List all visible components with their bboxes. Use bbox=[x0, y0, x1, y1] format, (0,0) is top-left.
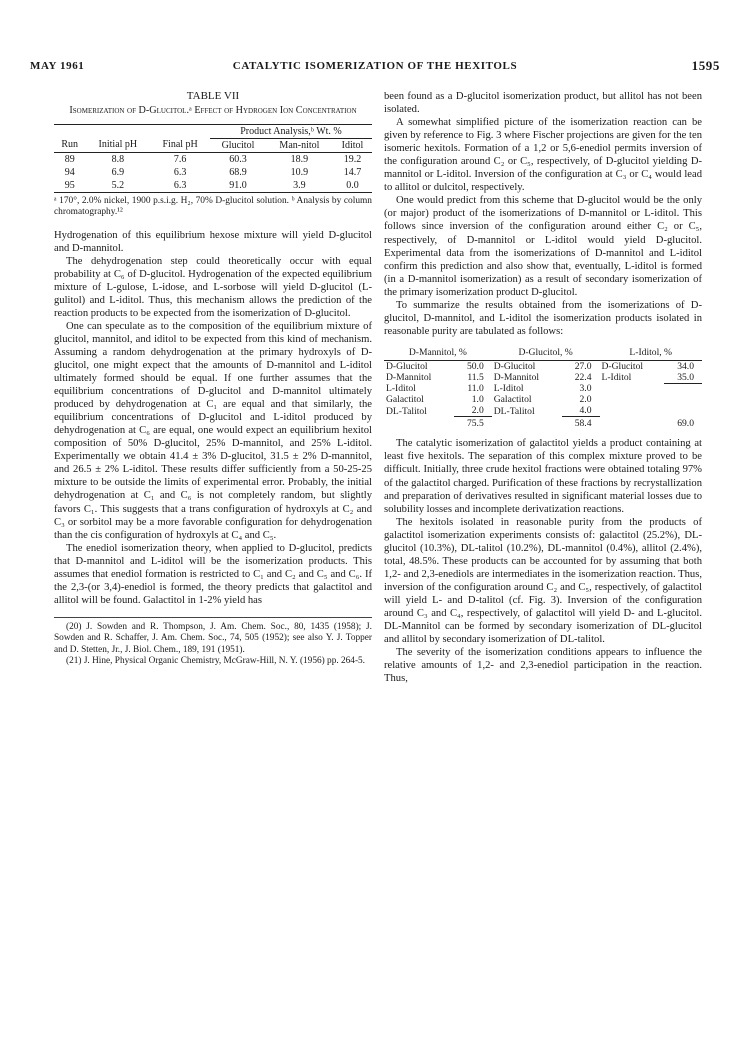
col-header-initial-ph: Initial pH bbox=[85, 138, 150, 152]
purity-header-mannitol: D-Mannitol, % bbox=[384, 346, 492, 361]
table-footnote-b: ᵇ Analysis by column chromatography.¹² bbox=[54, 195, 372, 218]
table-row: Galactitol 1.0 Galactitol 2.0 bbox=[386, 394, 592, 406]
table-footnotes bbox=[54, 196, 372, 219]
purity-table bbox=[384, 346, 702, 430]
total-mannitol: 75.5 bbox=[466, 418, 484, 430]
header-title: CATALYTIC ISOMERIZATION OF THE HEXITOLS bbox=[232, 60, 518, 72]
total-iditol: 69.0 bbox=[677, 418, 694, 430]
paragraph: The enediol isomerization theory, when applied to D-glucitol, predicts that D-mannitol and L-iditol will be the isomerization products. This assumes that enediol formation is restricted to C₁ and C₂ and C₅ and C₆. If the 2,3-(or 3,4)-enediol is formed, the theory predicts that galactitol and allitol will be found. Galactitol in 1-2% yield has bbox=[54, 542, 372, 606]
table-row: DL-Talitol 2.0 DL-Talitol 4.0 bbox=[384, 405, 702, 417]
table-row: L-Iditol 11.0 L-Iditol 3.0 bbox=[386, 383, 592, 395]
table-row: 89 8.8 7.6 60.3 18.9 19.2 bbox=[64, 153, 362, 165]
table-title: TABLE VII bbox=[186, 90, 240, 102]
paragraph: The hexitols isolated in reasonable purity from the products of galactitol isomerization experiments consists of: galactitol (25.2%), DL-glucitol (10.3%), DL-talitol (10.2%), DL-mannitol (0.4%), allitol (2.4%), total, 48.5%. These products can be accounted for by assuming that both 1,2- and 2,3-enediols are intermediates in the isomerization reaction. Thus, inversion of the configuration around C₂ and C₅, respectively, of galactitol will yield L- and D-talitol (cf. Fig. 3). Inversion of the configuration around C₃ and C₄, respectively, of galactitol will yield D- and L-glucitol. DL-Mannitol can be formed by secondary isomerization of DL-glucitol and allitol by secondary isomerization of DL-talitol. bbox=[384, 516, 702, 646]
paragraph: One can speculate as to the composition of the equilibrium mixture of glucitol, mannitol, and iditol to be expected from this kind of mechanism. Assuming a random dehydrogenation at the primary hydroxyls of D-glucitol, one might expect that the amounts of D-mannitol and L-iditol ultimately formed should be equal. If one further assumes that the equilibrium concentrations of D-glucitol and D-mannitol ultimately produced by dehydrogenation at C₁ are equal and that similarly, the equilibrium concentrations of D-glucitol and L-iditol produced by dehydrogenation at C₆ are equal, one would expect an equilibrium hexitol composition of 50% D-glucitol, 25% D-mannitol, and 25% L-iditol. Experimentally we obtain 41.4 ± 3% D-glucitol, 31.5 ± 2% D-mannitol, and 26.5 ± 2% L-iditol. These results differ sufficiently from a 50-25-25 mixture to be outside the limits of experimental error. Probably, the initial dehydrogenation at C₁ and C₆ is not completely random, but slightly favors C₁. This suggests that a trans configuration of hydroxyls at C₂ and C₃ or sorbitol may be a more favorable configuration for dehydrogenation than the cis configuration of hydroxyls at C₄ and C₅. bbox=[54, 320, 372, 541]
footnote-21: (21) J. Hine, Physical Organic Chemistry, McGraw-Hill, N. Y. (1956) pp. 264-5. bbox=[66, 655, 366, 666]
paragraph: Hydrogenation of this equilibrium hexose mixture will yield D-glucitol and D-mannitol. bbox=[54, 229, 372, 254]
table-row: 94 6.9 6.3 68.9 10.9 14.7 bbox=[64, 166, 362, 178]
col-header-iditol: Iditol bbox=[333, 138, 372, 152]
page-number: 1595 bbox=[691, 58, 720, 73]
footnotes bbox=[54, 617, 372, 667]
table-vii bbox=[54, 124, 372, 193]
table-footnote-a: ᵃ 170°, 2.0% nickel, 1900 p.s.i.g. H₂, 70% D-glucitol solution. bbox=[54, 195, 290, 206]
col-header-run: Run bbox=[54, 138, 85, 152]
table-row: D-Mannitol 11.5 D-Mannitol 22.4 L-Iditol 35.0 bbox=[384, 372, 702, 384]
paragraph: One would predict from this scheme that D-glucitol would be the only (or major) product of the isomerizations of D-mannitol or L-iditol. This follows since inversion of the configuration around either C₂ or C₅, respectively, of D-mannitol or L-iditol would yield D-glucitol. Experimental data from the isomerizations of D-mannitol and L-iditol confirm this prediction and also show that, eventually, L-iditol is formed (in a D-mannitol isomerization) as a result of secondary isomerization of the primary isomerization product D-glucitol. bbox=[384, 195, 702, 298]
total-glucitol: 58.4 bbox=[574, 418, 592, 430]
left-column bbox=[54, 90, 372, 667]
footnote-20: (20) J. Sowden and R. Thompson, J. Am. Chem. Soc., 80, 1435 (1958); J. Sowden and R. Schaffer, J. Am. Chem. Soc., 74, 505 (1952); see also Y. J. Topper and D. Stetten, Jr., J. Biol. Chem., 189, 191 (1951). bbox=[54, 621, 372, 655]
totals-row bbox=[384, 417, 702, 430]
paragraph: The severity of the isomerization conditions appears to influence the relative amounts of 1,2- and 2,3-enediol participation in the reaction. Thus, bbox=[384, 647, 702, 685]
group-header: Product Analysis,ᵇ Wt. % bbox=[210, 124, 372, 138]
right-column bbox=[384, 90, 702, 685]
paragraph: The dehydrogenation step could theoretically occur with equal probability at C₆ of D-glucitol. Hydrogenation of the expected equilibrium mixture of L-gulose, L-idose, and L-sorbose will yield D-glucitol (L-gulitol) and L-iditol. Thus, this mechanism allows the prediction of the reaction products to be expected from the isomerization of D-glucitol. bbox=[54, 255, 372, 319]
table-caption: Isomerization of D-Glucitol.ᵃ Effect of Hydrogen Ion Concentration bbox=[69, 105, 357, 117]
running-header bbox=[30, 60, 720, 76]
col-header-final-ph: Final pH bbox=[150, 138, 210, 152]
purity-header-glucitol: D-Glucitol, % bbox=[492, 346, 600, 361]
paragraph: been found as a D-glucitol isomerization product, but allitol has not been isolated. bbox=[384, 91, 702, 116]
col-header-glucitol: Glucitol bbox=[210, 138, 266, 152]
paragraph: To summarize the results obtained from the isomerizations of D-glucitol, D-mannitol, and L-iditol the isomerization products isolated in reasonable purity are tabulated as follows: bbox=[384, 299, 702, 337]
purity-header-iditol: L-Iditol, % bbox=[600, 346, 703, 361]
purity-table-block bbox=[384, 346, 702, 430]
table-row: 95 5.2 6.3 91.0 3.9 0.0 bbox=[54, 179, 372, 193]
header-date: MAY 1961 bbox=[30, 60, 85, 72]
paragraph: A somewhat simplified picture of the isomerization reaction can be given by reference to Fig. 3 where Fischer projections are given for the ten isomeric hexitols. Formation of a 1,2 or 5,6-enediol permits inversion of the configuration around C₂ or C₅, respectively, of D-glucitol yielding D-mannitol or L-iditol. Inversion of the configuration at C₃ or C₄ would lead to allitol or dulcitol, respectively. bbox=[384, 117, 702, 194]
paragraph: The catalytic isomerization of galactitol yields a product containing at least five hexitols. The separation of this complex mixture proved to be difficult. Initially, three crude hexitol fractions were obtained totaling 97% of the galactitol charged. Purification of these fractions by recrystallization and preparation of derivatives resulted in significant material losses due to solubility losses and incomplete derivatization reactions. bbox=[384, 438, 702, 515]
col-header-mannitol: Man-nitol bbox=[266, 138, 333, 152]
table-row: D-Glucitol 50.0 D-Glucitol 27.0 D-Glucitol 34.0 bbox=[386, 360, 694, 372]
